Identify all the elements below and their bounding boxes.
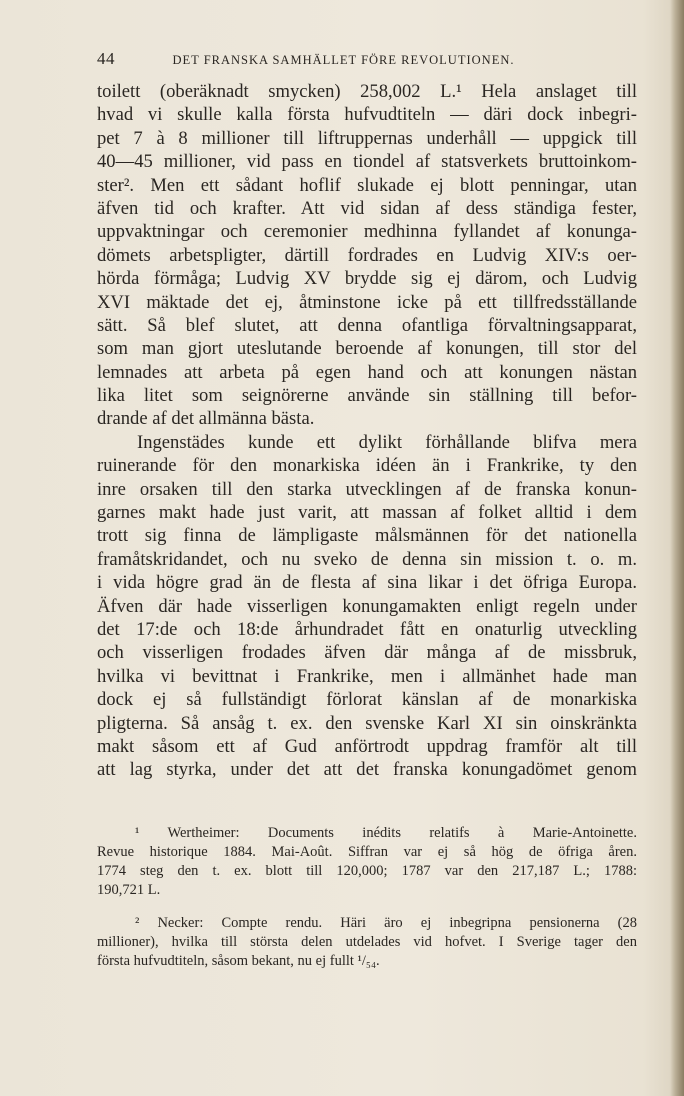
text-line: det 17:de och 18:de århundradet fått en onaturlig utveckling	[97, 618, 637, 640]
text-line: uppvaktningar och ceremonier medhinna fyllandet af konunga-	[97, 221, 637, 243]
text-line: att lag styrka, under det att det franska konungadömet genom	[97, 759, 637, 781]
footnote-1-line: ¹ Wertheimer: Documents inédits relatifs à Marie-Antoinette.	[135, 825, 637, 841]
text-line: framåtskridandet, och nu sveko de denna sin mission t. o. m.	[97, 548, 637, 570]
main-text	[97, 80, 637, 782]
footnote-1-line: 190,721 L.	[97, 882, 161, 898]
text-line: pligterna. Så ansåg t. ex. den svenske Karl XI sin oinskränkta	[97, 712, 637, 734]
text-line: äfven tid och krafter. Att vid sidan af dess ständiga fester,	[97, 197, 637, 219]
running-head: DET FRANSKA SAMHÄLLET FÖRE REVOLUTIONEN.	[172, 53, 515, 67]
footnotes	[97, 824, 637, 971]
text-line: inre orsaken till den starka utvecklingen af de franska konun-	[97, 478, 637, 500]
text-line: makt såsom ett af Gud anförtrodt uppdrag framför alt till	[97, 735, 637, 757]
text-line: pet 7 à 8 millioner till liftruppernas underhåll — uppgick till	[97, 127, 637, 149]
footnote-1-line: Revue historique 1884. Mai-Août. Siffran var ej så hög de öfriga åren.	[97, 844, 637, 860]
text-line: 40—45 millioner, vid pass en tiondel af statsverkets bruttoinkom-	[97, 151, 637, 173]
paragraph-end-line: drande af det allmänna bästa.	[97, 408, 315, 430]
text-line: hörda förmåga; Ludvig XV brydde sig ej därom, och Ludvig	[97, 268, 637, 290]
text-line: dömets arbetspligter, därtill fordrades en Ludvig XIV:s oer-	[97, 244, 637, 266]
text-line: dock ej så fullständigt förlorat känslan af de monarkiska	[97, 689, 637, 711]
text-line: ruinerande för den monarkiska idéen än i Frankrike, ty den	[97, 455, 637, 477]
footnote-2-line: millioner), hvilka till största delen utdelades vid hofvet. I Sverige tager den	[97, 934, 637, 950]
text-line: Äfven där hade visserligen konungamakten enligt regeln under	[97, 595, 637, 617]
text-line: XVI mäktade det ej, åtminstone icke på ett tillfredsställande	[97, 291, 637, 313]
text-line: lika litet som seignörerne använde sin ställning till befor-	[97, 385, 637, 407]
text-line: trott sig finna de lämpligaste målsmännen för det nationella	[97, 525, 637, 547]
footnote-1-line: 1774 steg den t. ex. blott till 120,000; 1787 var den 217,187 L.; 1788:	[97, 863, 637, 879]
page-edge-shadow	[670, 0, 684, 1096]
page-header	[97, 49, 572, 69]
text-line: garnes makt hade just varit, att massan af folket alltid i dem	[97, 502, 637, 524]
footnote-2-line: ² Necker: Compte rendu. Häri äro ej inbegripna pensionerna (28	[135, 915, 637, 931]
text-line: ster². Men ett sådant hoflif slukade ej blott penningar, utan	[97, 174, 637, 196]
footnote-2-line: första hufvudtiteln, såsom bekant, nu ej fullt ¹/₅₄.	[97, 953, 380, 969]
text-line: hvilka vi bevittnat i Frankrike, men i allmänhet hade man	[97, 665, 637, 687]
footnote-gap	[97, 900, 637, 914]
text-line: och visserligen frodades äfven där många af de missbruk,	[97, 642, 637, 664]
text-line: sätt. Så blef slutet, att denna ofantliga förvaltningsapparat,	[97, 314, 637, 336]
text-line: som man gjort uteslutande beroende af konungen, till stor del	[97, 338, 637, 360]
text-line: i vida högre grad än de flesta af sina likar i det öfriga Europa.	[97, 572, 637, 594]
text-line: lemnades att arbeta på egen hand och att konungen nästan	[97, 361, 637, 383]
page-number: 44	[97, 49, 115, 68]
text-line: toilett (oberäknadt smycken) 258,002 L.¹ Hela anslaget till	[97, 81, 637, 102]
text-line: hvad vi skulle kalla första hufvudtiteln — däri dock inbegri-	[97, 104, 637, 126]
paragraph-start-line: Ingenstädes kunde ett dylikt förhållande blifva mera	[137, 431, 637, 453]
